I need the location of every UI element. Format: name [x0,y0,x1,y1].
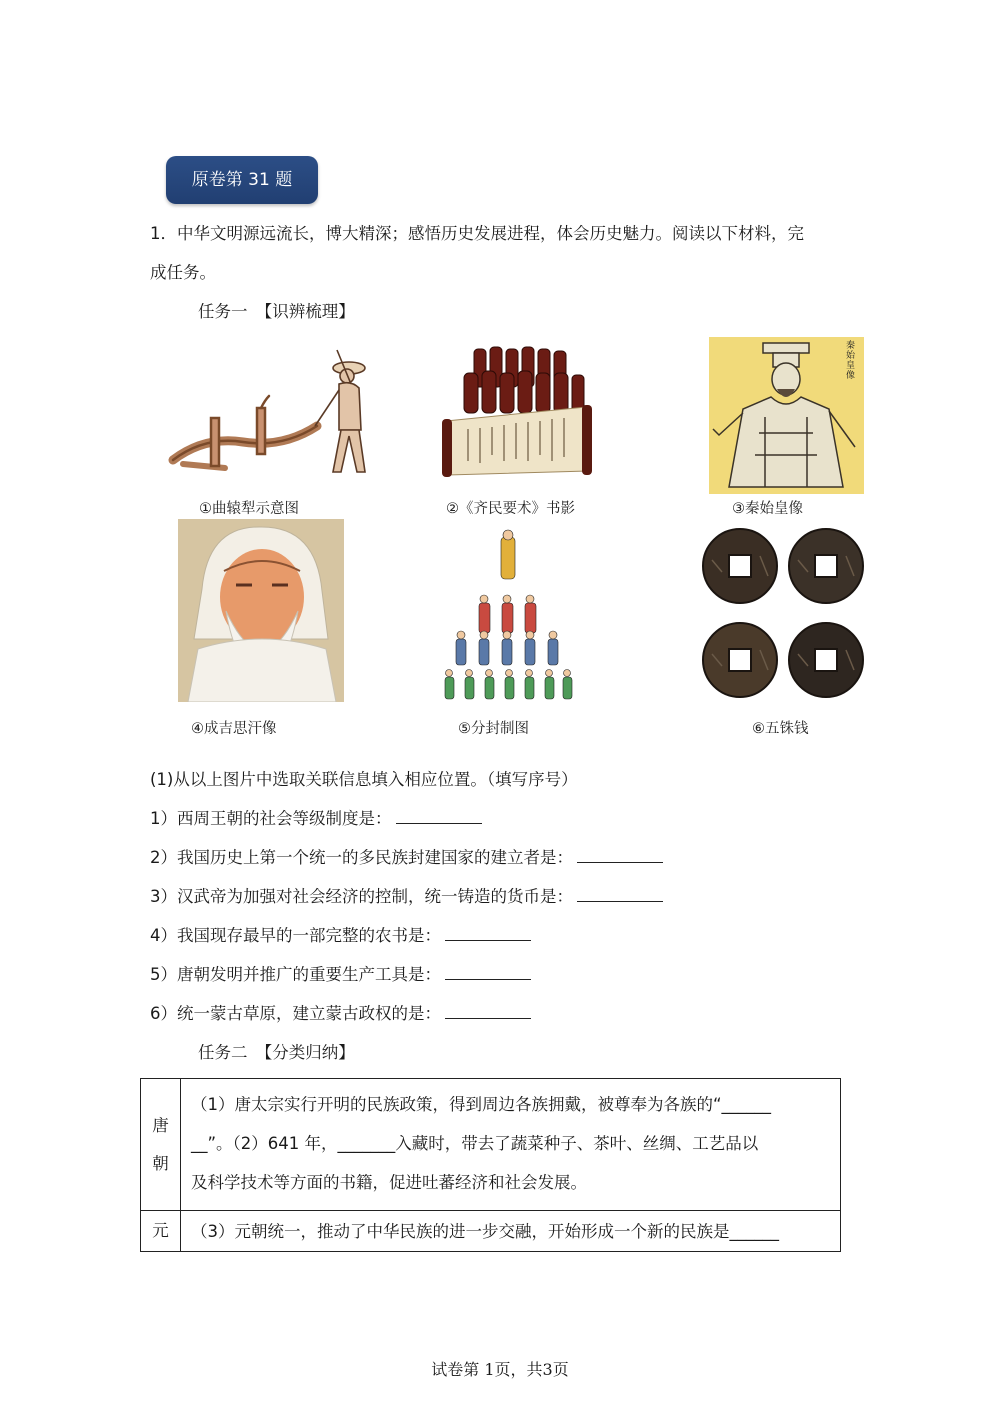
question-source-badge: 原卷第 31 题 [166,156,318,204]
fill-item-5 [150,965,531,985]
table-text-line: （1）唐太宗实行开明的民族政策，得到周边各族拥戴，被尊奉为各族的“______ [191,1095,772,1114]
fill-item-3 [150,887,663,907]
tang-content-cell [181,1079,841,1211]
genghis-khan-portrait [178,519,344,702]
question-stem-line2: 成任务。 [150,263,216,282]
fill-item-6 [150,1004,531,1024]
caption-wuzhu-coins: ⑥五铢钱 [752,721,809,737]
sub-question-1: (1)从以上图片中选取关联信息填入相应位置。（填写序号） [150,770,578,789]
fill-item-text: 2）我国历史上第一个统一的多民族封建国家的建立者是： [150,848,573,867]
wuzhu-coins-photo [702,526,864,702]
fill-item-1 [150,809,482,829]
qin-shihuang-portrait [709,337,864,494]
fill-item-2 [150,848,663,868]
plow-illustration [165,344,385,478]
caption-enfeoffment: ⑤分封制图 [458,721,529,737]
page-footer: 试卷第 1页，共3页 [431,1360,569,1379]
dynasty-cell-yuan: 元 [141,1211,181,1252]
table-text-line: __”。（2）641 年，_______入藏时，带去了蔬菜种子、茶叶、丝绸、工艺品以 [191,1134,759,1153]
answer-blank[interactable] [577,848,663,863]
table-row [141,1211,841,1252]
table-row [141,1079,841,1211]
yuan-content-cell [181,1211,841,1252]
caption-plow: ①曲辕犁示意图 [199,501,299,517]
answer-blank[interactable] [445,926,531,941]
portrait-inscription: 秦始皇像 [846,341,856,381]
caption-qin-shihuang: ③秦始皇像 [732,501,803,517]
book-scrolls-photo [438,343,594,483]
answer-blank[interactable] [445,1004,531,1019]
caption-qimin-yaoshu: ②《齐民要术》书影 [446,501,575,517]
answer-blank[interactable] [396,809,482,824]
task2-heading: 任务二 【分类归纳】 [198,1043,355,1062]
dynasty-char: 朝 [152,1153,169,1173]
table-text-line: 及科学技术等方面的书籍，促进吐蕃经济和社会发展。 [191,1173,587,1192]
task1-heading: 任务一 【识辨梳理】 [198,302,355,321]
dynasty-char: 唐 [152,1115,169,1135]
fill-item-text: 6）统一蒙古草原，建立蒙古政权的是： [150,1004,441,1023]
dynasty-cell-tang [141,1079,181,1211]
fill-item-text: 5）唐朝发明并推广的重要生产工具是： [150,965,441,984]
classification-table [140,1078,841,1252]
caption-genghis-khan: ④成吉思汗像 [191,721,277,737]
answer-blank[interactable] [577,887,663,902]
fill-item-text: 4）我国现存最早的一部完整的农书是： [150,926,441,945]
fill-item-text: 3）汉武帝为加强对社会经济的控制，统一铸造的货币是： [150,887,573,906]
table-text-line: （3）元朝统一，推动了中华民族的进一步交融，开始形成一个新的民族是______ [191,1221,779,1241]
fill-item-text: 1）西周王朝的社会等级制度是： [150,809,392,828]
fill-item-4 [150,926,531,946]
question-stem-line1: 1．中华文明源远流长，博大精深；感悟历史发展进程，体会历史魅力。阅读以下材料，完 [150,224,804,243]
enfeoffment-hierarchy-diagram [440,527,576,705]
answer-blank[interactable] [445,965,531,980]
